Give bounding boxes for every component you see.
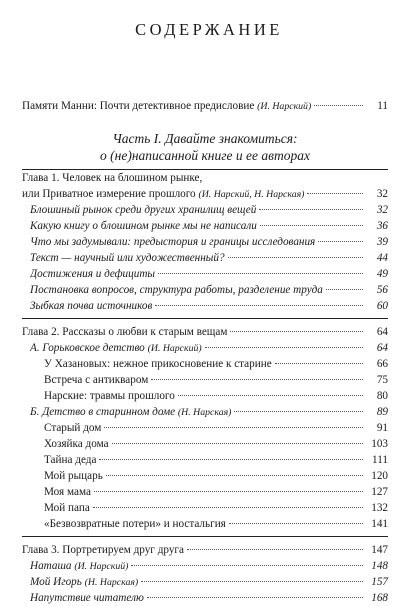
dot-leader bbox=[158, 273, 363, 274]
entry-page: 32 bbox=[376, 188, 388, 200]
chapter-3 bbox=[22, 542, 388, 606]
part-title-line1: Часть I. Давайте знакомиться: bbox=[112, 131, 298, 146]
dot-leader bbox=[260, 225, 363, 226]
chapter-title[interactable]: Глава 2. Рассказы о любви к старым вещам 64 bbox=[22, 326, 388, 338]
toc-item[interactable]: Напутствие читателю 168 bbox=[30, 592, 388, 604]
dot-leader bbox=[205, 347, 363, 348]
part-heading bbox=[22, 130, 388, 164]
dot-leader bbox=[234, 411, 363, 412]
toc-item[interactable]: Достижения и дефициты 49 bbox=[30, 268, 388, 280]
dot-leader bbox=[93, 507, 363, 508]
chapter-title[interactable]: Глава 1. Человек на блошином рынке, bbox=[22, 172, 203, 184]
dot-leader bbox=[275, 363, 363, 364]
dot-leader bbox=[112, 443, 363, 444]
toc-subitem[interactable]: Встреча с антикваром 75 bbox=[44, 374, 388, 386]
toc-item[interactable]: Постановка вопросов, структура работы, разделение труда 56 bbox=[30, 284, 388, 296]
dot-leader bbox=[307, 193, 363, 194]
entry-author: (Н. Нарская) bbox=[177, 407, 232, 418]
dot-leader bbox=[106, 475, 363, 476]
entry-page: 11 bbox=[377, 100, 388, 112]
toc-item[interactable]: Блошиный рынок среди других хранилищ вещей 32 bbox=[30, 204, 388, 216]
dot-leader bbox=[131, 565, 363, 566]
entry-author: (И. Нарский) bbox=[147, 343, 202, 354]
entry-text: Памяти Манни: Почти детективное предисловие bbox=[22, 100, 255, 112]
toc-item[interactable]: Что мы задумывали: предыстория и границы исследования 39 bbox=[30, 236, 388, 248]
toc-item[interactable]: Текст — научный или художественный? 44 bbox=[30, 252, 388, 264]
dot-leader bbox=[230, 331, 363, 332]
dot-leader bbox=[259, 209, 363, 210]
divider bbox=[22, 318, 388, 319]
toc-item[interactable]: Мой Игорь (Н. Нарская) 157 bbox=[30, 576, 388, 588]
dot-leader bbox=[229, 523, 363, 524]
dot-leader bbox=[147, 597, 363, 598]
toc-subitem[interactable]: Тайна деда 111 bbox=[44, 454, 388, 466]
divider bbox=[22, 536, 388, 537]
toc-item[interactable]: Какую книгу о блошином рынке мы не написали 36 bbox=[30, 220, 388, 232]
dot-leader bbox=[99, 459, 363, 460]
toc-entry-memory[interactable] bbox=[22, 98, 388, 114]
toc-subitem[interactable]: Мой рыцарь 120 bbox=[44, 470, 388, 482]
toc-section[interactable]: А. Горьковское детство (И. Нарский) 64 bbox=[30, 342, 388, 354]
dot-leader bbox=[326, 289, 363, 290]
entry-author: (И. Нарский) bbox=[74, 561, 129, 572]
toc-subitem[interactable]: Хозяйка дома 103 bbox=[44, 438, 388, 450]
dot-leader bbox=[187, 549, 363, 550]
dot-leader bbox=[228, 257, 363, 258]
toc-section[interactable]: Б. Детство в старинном доме (Н. Нарская) 89 bbox=[30, 406, 388, 418]
dot-leader bbox=[314, 105, 363, 106]
toc-subitem[interactable]: У Хазановых: нежное прикосновение к старине 66 bbox=[44, 358, 388, 370]
entry-author: (Н. Нарская) bbox=[84, 577, 139, 588]
chapter-title[interactable]: Глава 3. Портретируем друг друга 147 bbox=[22, 544, 388, 556]
dot-leader bbox=[104, 427, 363, 428]
toc-item[interactable]: Наташа (И. Нарский) 148 bbox=[30, 560, 388, 572]
chapter-subtitle[interactable]: или Приватное измерение прошлого (И. Нарский, Н. Нарская) 32 bbox=[22, 188, 388, 200]
toc-subitem[interactable]: Старый дом 91 bbox=[44, 422, 388, 434]
page-title: СОДЕРЖАНИЕ bbox=[135, 20, 283, 39]
toc-item[interactable]: Зыбкая почва источников 60 bbox=[30, 300, 388, 312]
dot-leader bbox=[155, 305, 363, 306]
dot-leader bbox=[318, 241, 363, 242]
dot-leader bbox=[141, 581, 363, 582]
toc-subitem[interactable]: Нарские: травмы прошлого 80 bbox=[44, 390, 388, 402]
part-title-line2: о (не)написанной книге и ее авторах bbox=[100, 148, 310, 163]
entry-author: (И. Нарский) bbox=[257, 101, 312, 112]
chapter-2 bbox=[22, 324, 388, 532]
dot-leader bbox=[94, 491, 363, 492]
toc-subitem[interactable]: Мой папа 132 bbox=[44, 502, 388, 514]
dot-leader bbox=[151, 379, 363, 380]
toc-subitem[interactable]: «Безвозвратные потери» и ностальгия 141 bbox=[44, 518, 388, 530]
dot-leader bbox=[178, 395, 363, 396]
chapter-1 bbox=[22, 170, 388, 314]
entry-author: (И. Нарский, Н. Нарская) bbox=[198, 189, 305, 200]
toc-subitem[interactable]: Моя мама 127 bbox=[44, 486, 388, 498]
